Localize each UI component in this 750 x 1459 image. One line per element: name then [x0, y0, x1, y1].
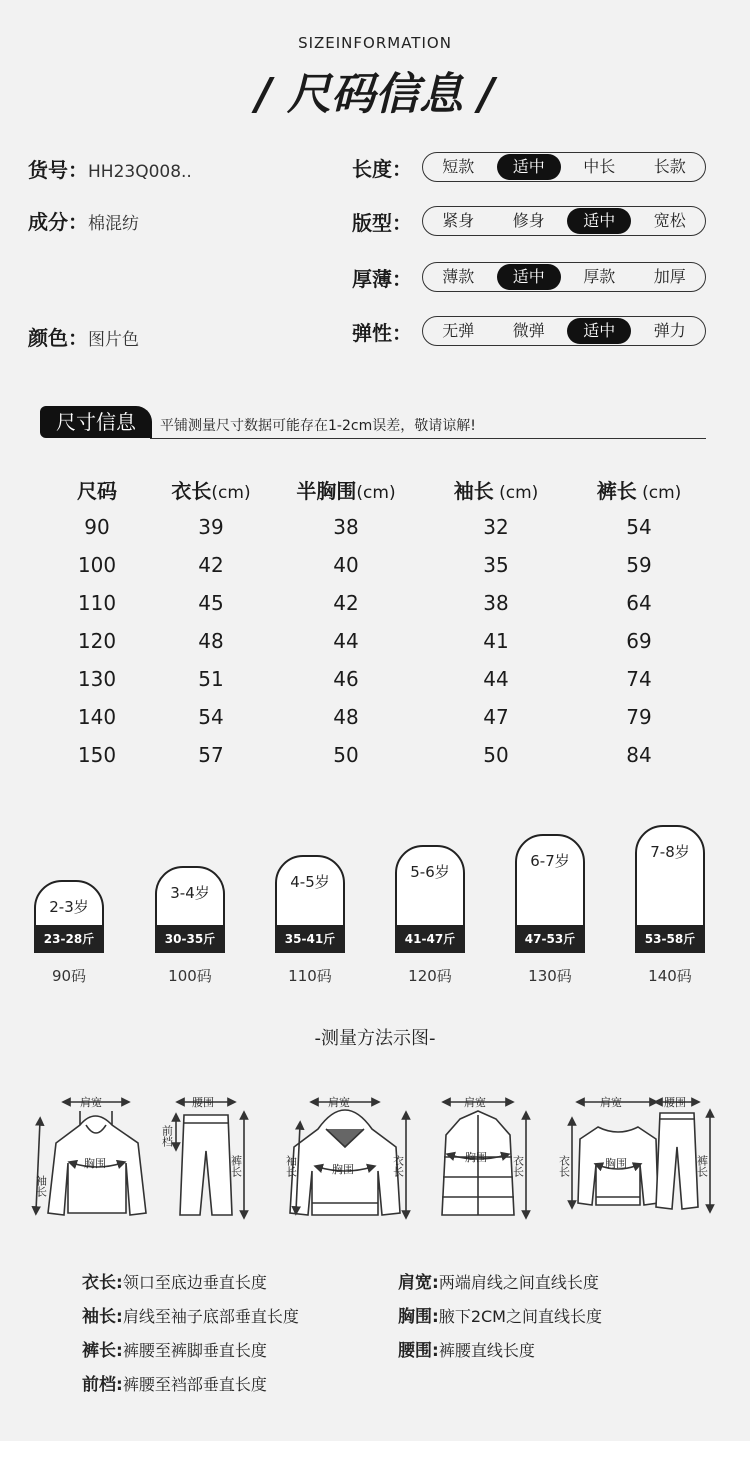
attr-option[interactable]: 加厚: [653, 267, 686, 286]
table-cell: 38: [333, 515, 359, 539]
table-cell: 47: [483, 705, 509, 729]
table-header-cell: 半胸围(cm): [296, 478, 396, 503]
table-cell: 38: [483, 591, 509, 615]
attr-option[interactable]: 紧身: [442, 211, 475, 230]
table-header-cell: 裤长 (cm): [596, 478, 682, 503]
table-cell: 48: [333, 705, 359, 729]
definition-item: 胸围:腋下2CM之间直线长度: [398, 1307, 602, 1327]
size-table-body: [40, 508, 710, 774]
label-shoulder: 肩宽: [328, 1096, 350, 1109]
info-value: 图片色: [88, 330, 139, 350]
attr-option[interactable]: 微弹: [512, 321, 545, 340]
size-bucket: [34, 880, 104, 953]
label-sleeve: 袖长: [284, 1155, 298, 1177]
table-cell: 59: [626, 553, 652, 577]
attr-selector-elasticity: [422, 316, 706, 346]
definition-item: 袖长:肩线至袖子底部垂直长度: [82, 1307, 299, 1327]
info-row-item-number: [28, 154, 192, 183]
bucket-age: 5-6岁: [410, 863, 450, 881]
table-cell: 150: [77, 743, 117, 767]
bucket-size-code: 140码: [648, 967, 692, 985]
attr-option[interactable]: 弹力: [653, 321, 686, 340]
attr-selector-fit: [422, 206, 706, 236]
bucket-weight: 47-53斤: [515, 925, 585, 953]
info-value: HH23Q008..: [88, 162, 192, 182]
bucket-weight: 30-35斤: [155, 925, 225, 953]
table-cell: 40: [333, 553, 359, 577]
table-cell: 35: [483, 553, 509, 577]
bucket-weight: 23-28斤: [34, 925, 104, 953]
table-cell: 57: [198, 743, 224, 767]
label-length: 衣长: [511, 1155, 525, 1177]
size-table: [40, 470, 710, 774]
label-shoulder: 肩宽: [600, 1096, 622, 1109]
table-cell: 120: [77, 629, 117, 653]
table-row: [40, 546, 710, 584]
table-cell: 50: [483, 743, 509, 767]
bucket-size-code: 110码: [288, 967, 332, 985]
label-waist: 腰围: [664, 1096, 686, 1109]
table-cell: 84: [626, 743, 652, 767]
table-header-cell: 尺码: [77, 478, 117, 503]
table-cell: 39: [198, 515, 224, 539]
size-bucket: [275, 855, 345, 953]
bucket-size-code: 120码: [408, 967, 452, 985]
attr-option[interactable]: 中长: [583, 157, 616, 176]
definition-item: 裤长:裤腰至裤脚垂直长度: [82, 1341, 267, 1361]
info-label: 货号：: [28, 158, 88, 182]
definitions-right: [398, 1268, 602, 1370]
table-cell: 79: [626, 705, 652, 729]
table-cell: 140: [77, 705, 117, 729]
label-waist: 腰围: [192, 1096, 214, 1109]
size-bucket: [515, 834, 585, 953]
definition-item: 肩宽:两端肩线之间直线长度: [398, 1273, 599, 1293]
attr-selector-thickness: [422, 262, 706, 292]
table-cell: 69: [626, 629, 652, 653]
jogger-pants-icon: [656, 1113, 698, 1209]
table-cell: 54: [198, 705, 224, 729]
attr-label-thickness: 厚薄：: [352, 267, 412, 291]
table-cell: 54: [626, 515, 652, 539]
label-pants: 裤长: [229, 1155, 243, 1177]
table-row: [40, 698, 710, 736]
bucket-weight: 53-58斤: [635, 925, 705, 953]
table-cell: 44: [483, 667, 509, 691]
definitions-left: [82, 1268, 299, 1404]
bucket-weight: 41-47斤: [395, 925, 465, 953]
table-cell: 130: [77, 667, 117, 691]
table-row: [40, 622, 710, 660]
bucket-age: 2-3岁: [49, 898, 89, 916]
table-cell: 45: [198, 591, 224, 615]
table-row: [40, 660, 710, 698]
attr-option-selected[interactable]: 适中: [497, 264, 561, 290]
bucket-size-code: 130码: [528, 967, 572, 985]
attr-option[interactable]: 宽松: [653, 211, 686, 230]
table-cell: 48: [198, 629, 224, 653]
pants-icon: [180, 1115, 232, 1215]
label-pants: 裤长: [695, 1155, 709, 1177]
definition-item: 衣长:领口至底边垂直长度: [82, 1273, 267, 1293]
method-title: -测量方法示图-: [314, 1028, 436, 1049]
page-title: / 尺码信息 /: [255, 69, 495, 120]
table-header-cell: 袖长 (cm): [453, 478, 539, 503]
size-bucket: [155, 866, 225, 953]
label-chest: 胸围: [605, 1157, 627, 1170]
info-value: 棉混纺: [88, 214, 139, 234]
label-chest: 胸围: [465, 1151, 487, 1164]
table-cell: 42: [333, 591, 359, 615]
bucket-age: 4-5岁: [290, 873, 330, 891]
label-sleeve: 袖长: [34, 1175, 48, 1197]
label-shoulder: 肩宽: [80, 1096, 102, 1109]
attr-label-fit: 版型：: [352, 211, 412, 235]
table-cell: 50: [333, 743, 359, 767]
size-section-badge: 尺寸信息: [40, 406, 152, 438]
table-cell: 46: [333, 667, 359, 691]
table-row: [40, 736, 710, 774]
table-cell: 32: [483, 515, 509, 539]
definition-item: 前档:裤腰至裆部垂直长度: [82, 1375, 267, 1395]
section-subtitle: SIZEINFORMATION: [298, 34, 452, 52]
info-row-color: [28, 322, 139, 351]
label-length: 衣长: [557, 1155, 571, 1177]
label-chest: 胸围: [84, 1157, 106, 1170]
table-header-cell: 衣长(cm): [171, 478, 251, 503]
attr-option[interactable]: 修身: [512, 211, 545, 230]
attr-option[interactable]: 厚款: [583, 267, 616, 286]
info-label: 成分：: [28, 210, 88, 234]
attr-option[interactable]: 无弹: [442, 321, 475, 340]
attr-option-selected[interactable]: 适中: [567, 208, 631, 234]
attr-option[interactable]: 薄款: [442, 267, 475, 286]
definition-item: 腰围:裤腰直线长度: [398, 1341, 535, 1361]
attr-option-selected[interactable]: 适中: [497, 154, 561, 180]
table-cell: 110: [77, 591, 117, 615]
size-bucket: [635, 825, 705, 953]
attr-option-selected[interactable]: 适中: [567, 318, 631, 344]
bucket-size-code: 90码: [51, 967, 87, 985]
label-rise: 前档: [160, 1125, 174, 1147]
size-bucket: [395, 845, 465, 953]
attr-selector-length: [422, 152, 706, 182]
bucket-age: 6-7岁: [530, 852, 570, 870]
table-row: [40, 584, 710, 622]
table-cell: 90: [84, 515, 110, 539]
table-header-row: [40, 470, 710, 508]
attr-label-elasticity: 弹性：: [352, 321, 412, 345]
attr-option[interactable]: 长款: [653, 157, 686, 176]
bucket-weight: 35-41斤: [275, 925, 345, 953]
table-cell: 42: [198, 553, 224, 577]
label-length: 衣长: [391, 1155, 405, 1177]
table-cell: 64: [626, 591, 652, 615]
measurement-diagram: [0, 1085, 750, 1225]
table-cell: 100: [77, 553, 117, 577]
info-label: 颜色：: [28, 326, 88, 350]
bucket-age: 3-4岁: [170, 884, 210, 902]
divider: [150, 438, 706, 439]
bucket-age: 7-8岁: [650, 843, 690, 861]
bucket-size-code: 100码: [168, 967, 212, 985]
attr-label-length: 长度：: [352, 157, 412, 181]
label-shoulder: 肩宽: [464, 1096, 486, 1109]
table-cell: 41: [483, 629, 509, 653]
size-section-note: 平铺测量尺寸数据可能存在1-2cm误差，敬请谅解!: [160, 418, 476, 434]
table-cell: 74: [626, 667, 652, 691]
info-row-material: [28, 206, 139, 235]
table-cell: 51: [198, 667, 224, 691]
attr-option[interactable]: 短款: [442, 157, 475, 176]
label-chest: 胸围: [332, 1163, 354, 1176]
table-cell: 44: [333, 629, 359, 653]
table-row: [40, 508, 710, 546]
